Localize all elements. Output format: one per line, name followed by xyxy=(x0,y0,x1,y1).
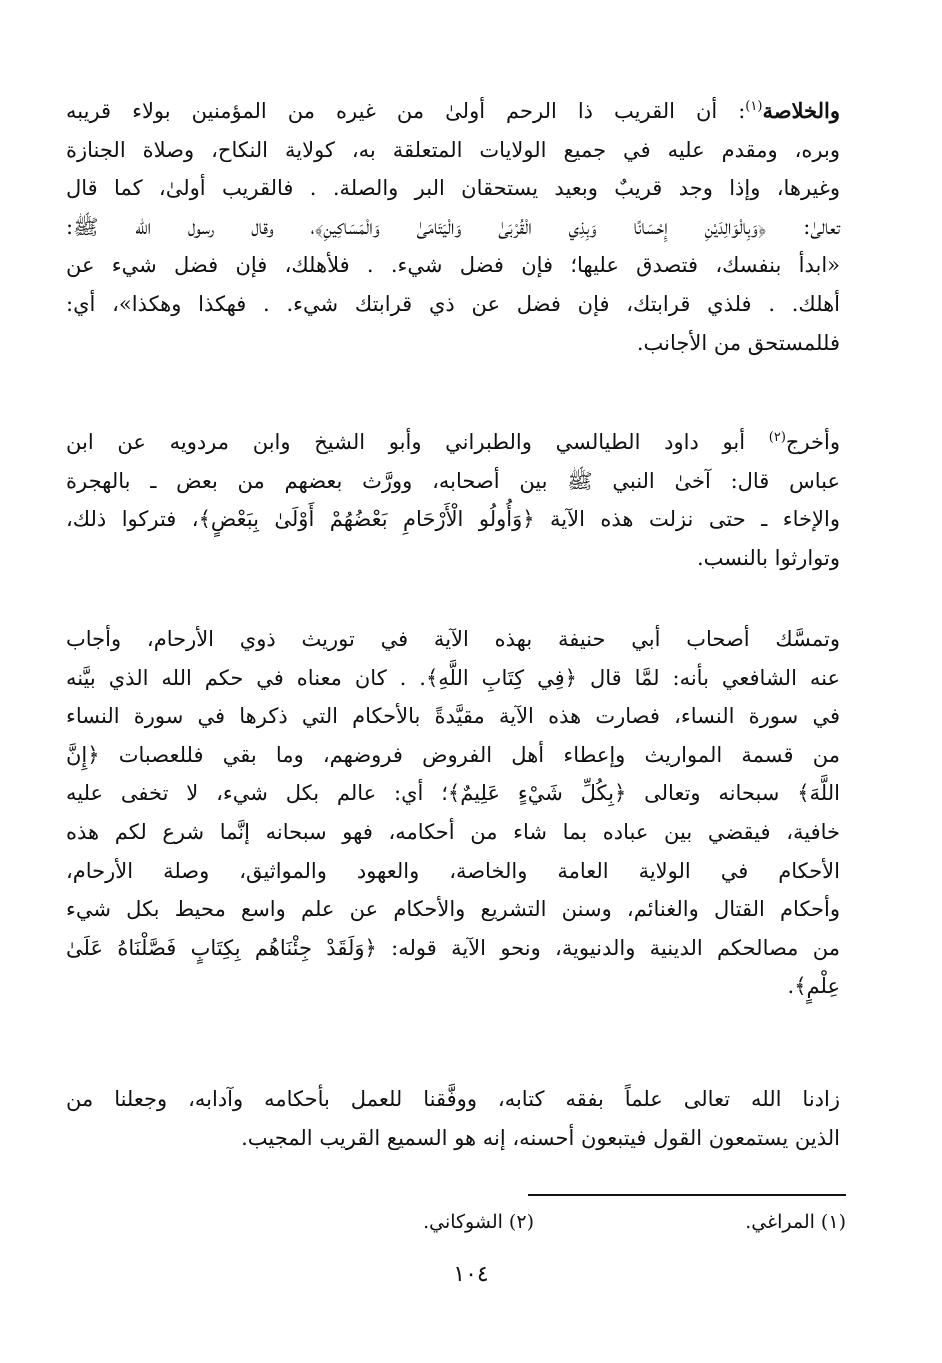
text-line: «ابدأ بنفسك، فتصدق عليها؛ فإن فضل شيء. . فلأهلك، فإن فضل شيء عن xyxy=(66,253,840,278)
text-line: في سورة النساء، فصارت هذه الآية مقيَّدةً بالأحكام التي ذكرها في سورة النساء xyxy=(66,704,840,729)
text-line: وغيرها، وإذا وجد قريبٌ وبعيد يستحقان البر والصلة. . فالقريب أولىٰ، كما قال xyxy=(66,176,840,201)
text-line: خافية، فيقضي بين عباده بما شاء من أحكامه، فهو سبحانه إنَّما شرع لكم هذه xyxy=(66,819,840,844)
text-line: والإخاء ـ حتى نزلت هذه الآية ﴿وَأُولُو الْأَرْحَامِ بَعْضُهُمْ أَوْلَىٰ بِبَعْضٍ﴾، فتركوا ذلك، xyxy=(66,507,840,532)
text-line: زادنا الله تعالى علماً بفقه كتابه، ووفَّقنا للعمل بأحكامه وآدابه، وجعلنا من xyxy=(66,1087,840,1111)
footnote-marker: (١) xyxy=(745,99,763,114)
text-line: وأخرج$^{(٢)}$ أبو داود الطيالسي والطبراني وأبو الشيخ وابن مردويه عن ابن xyxy=(66,430,840,454)
text-line: فللمستحق من الأجانب. xyxy=(636,330,840,355)
footnote-marker: (٢) xyxy=(768,430,786,445)
text-line: عنه الشافعي بأنه: لمَّا قال ﴿فِي كِتَابِ اللَّهِ﴾. . كان معناه في حكم الله الذي بيَّنه xyxy=(66,665,840,690)
footnotes xyxy=(286,1207,846,1237)
text-line: أهلك. . فلذي قرابتك، فإن فضل عن ذي قرابتك شيء. . فهكذا وهكذا»، أي: xyxy=(66,291,840,316)
lead-word: وأخرج xyxy=(785,430,840,454)
text-line: من مصالحكم الدينية والدنيوية، ونحو الآية قوله: ﴿وَلَقَدْ جِئْنَاهُم بِكِتَابٍ فَصَّلْنَاهُ عَلَىٰ xyxy=(66,935,840,960)
paragraph-commentary xyxy=(66,620,840,1006)
footnote-1: (١) المراغي. xyxy=(745,1211,846,1233)
page-number: ١٠٤ xyxy=(453,1262,489,1287)
text-line: تعالىٰ: ﴿وَبِالْوَالِدَيْنِ إِحْسَانًا وَبِذِي الْقُرْبَىٰ وَالْيَتَامَىٰ وَالْمَسَاكِينِ﴾، وقال رسول الله ﷺ: xyxy=(66,214,840,239)
footnote-2: (٢) الشوكاني. xyxy=(423,1211,534,1233)
paragraph-supplication xyxy=(66,1080,840,1157)
text-line: وأحكام القتال والغنائم، وسنن التشريع والأحكام عن علم واسع محيط بكل شيء xyxy=(66,897,840,922)
text-line: اللَّهَ﴾ سبحانه وتعالى ﴿بِكُلِّ شَيْءٍ عَلِيمٌ﴾؛ أي: عالم بكل شيء، لا تخفى عليه xyxy=(66,781,840,806)
paragraph-narration xyxy=(66,423,840,577)
text-line: عِلْمٍ﴾. xyxy=(787,974,840,999)
footnote-divider xyxy=(528,1194,846,1196)
text-line: من قسمة المواريث وإعطاء أهل الفروض فروضهم، وما بقي فللعصبات ﴿إِنَّ xyxy=(66,742,840,767)
text-line: الذين يستمعون القول فيتبعون أحسنه، إنه هو السميع القريب المجيب. xyxy=(241,1125,840,1150)
text-line: وتمسَّك أصحاب أبي حنيفة بهذه الآية في توريث ذوي الأرحام، وأجاب xyxy=(66,627,840,651)
text-line: والخلاصة$^{(١)}$: أن القريب ذا الرحم أولىٰ من غيره من المؤمنين بولاء قريبه xyxy=(66,98,840,123)
paragraph-summary xyxy=(66,92,840,362)
text-line: الأحكام في الولاية العامة والخاصة، والعهود والمواثيق، وصلة الأرحام، xyxy=(66,858,840,883)
text-line: وبره، ومقدم عليه في جميع الولايات المتعلقة به، كولاية النكاح، وصلاة الجنازة xyxy=(66,137,840,162)
lead-word: والخلاصة xyxy=(762,98,840,123)
text-line: عباس قال: آخىٰ النبي ﷺ بين أصحابه، وورَّث بعضهم من بعض ـ بالهجرة xyxy=(66,468,840,493)
text-line: وتوارثوا بالنسب. xyxy=(696,545,840,570)
